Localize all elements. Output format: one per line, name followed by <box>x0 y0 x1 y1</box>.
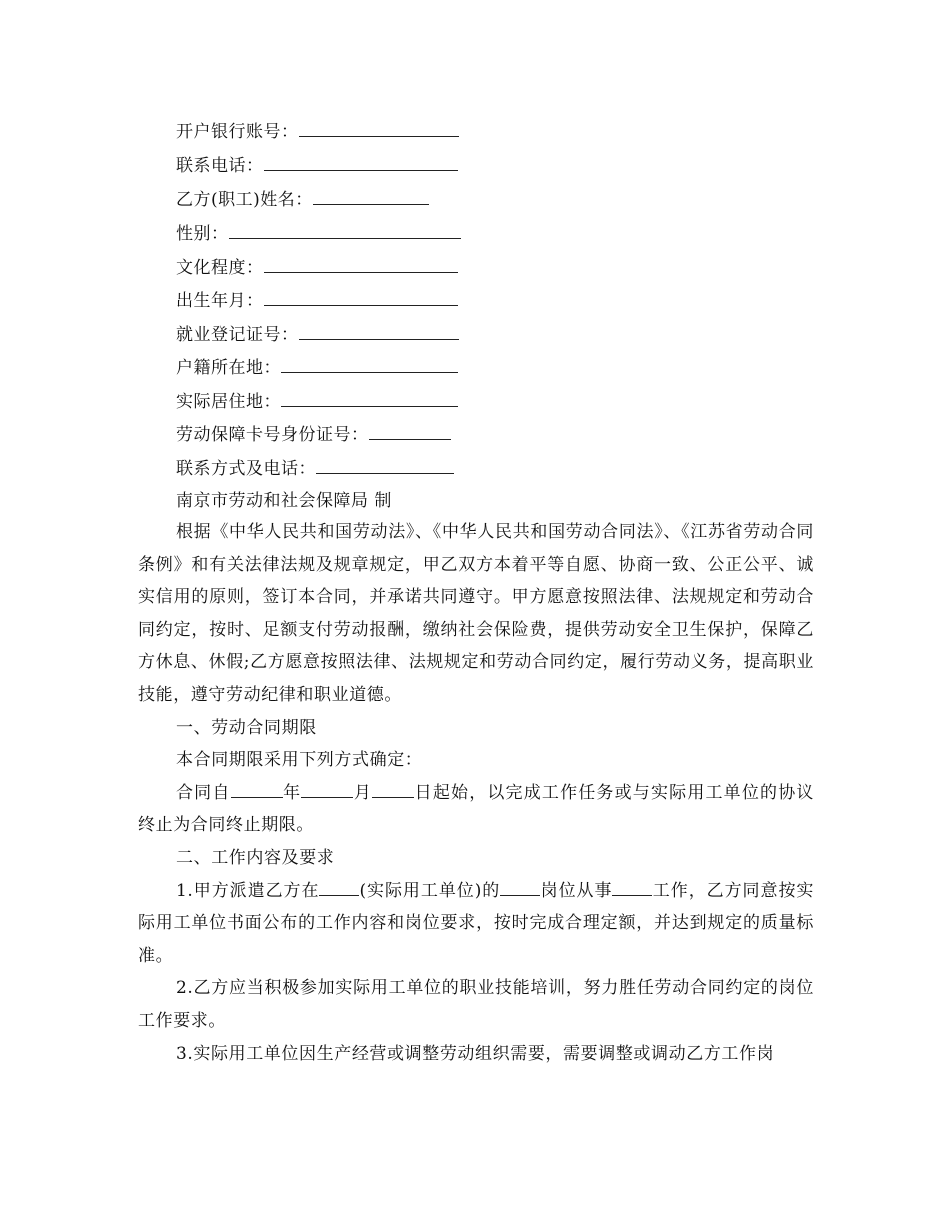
field-household-registration <box>176 356 458 379</box>
blank-month <box>301 783 353 798</box>
field-gender <box>176 222 461 245</box>
field-label: 就业登记证号： <box>176 325 299 345</box>
blank-line <box>299 120 459 137</box>
blank-line <box>281 390 458 407</box>
field-education <box>176 256 458 279</box>
field-label: 出生年月： <box>176 291 264 311</box>
field-label: 性别： <box>176 224 229 244</box>
field-actual-residence <box>176 390 458 413</box>
section2-item1: 1.甲方派遣乙方在 (实际用工单位)的 岗位从事 工作，乙方同意按实际用工单位书面公布的工作内容和岗位要求，按时完成合理定额，并达到规定的质量标准。 <box>138 880 814 966</box>
blank-job <box>612 881 652 896</box>
field-security-card-id <box>176 423 451 446</box>
section2-heading: 二、工作内容及要求 <box>176 847 335 868</box>
blank-line <box>369 423 451 440</box>
contract-body <box>138 516 814 1070</box>
field-contact-phone <box>176 154 458 177</box>
field-employee-name <box>176 188 429 211</box>
field-birth-date <box>176 289 458 312</box>
blank-line <box>264 256 458 273</box>
blank-position <box>500 881 540 896</box>
field-label: 户籍所在地： <box>176 358 281 378</box>
field-label: 文化程度： <box>176 258 264 278</box>
section2-item2: 2.乙方应当积极参加实际用工单位的职业技能培训，努力胜任劳动合同约定的岗位工作要求。 <box>138 978 814 1031</box>
field-label: 开户银行账号： <box>176 122 299 142</box>
blank-line <box>281 356 458 373</box>
field-label: 实际居住地： <box>176 392 281 412</box>
blank-day <box>372 783 414 798</box>
issuer-line <box>176 490 392 512</box>
section2-item3: 3.实际用工单位因生产经营或调整劳动组织需要，需要调整或调动乙方工作岗 <box>176 1043 775 1064</box>
field-bank-account <box>176 120 459 143</box>
blank-line <box>316 457 454 474</box>
blank-line <box>299 323 459 340</box>
section1-intro: 本合同期限采用下列方式确定： <box>176 750 423 771</box>
blank-employer <box>319 881 359 896</box>
preamble-paragraph: 根据《中华人民共和国劳动法》、《中华人民共和国劳动合同法》、《江苏省劳动合同条例》和有关法律法规及规章规定，甲乙双方本着平等自愿、协商一致、公正公平、诚实信用的原则，签订本合同，并承诺共同遵守。甲方愿意按照法律、法规规定和劳动合同约定，按时、足额支付劳动报酬，缴纳社会保险费，提供劳动安全卫生保护，保障乙方休息、休假;乙方愿意按照法律、法规规定和劳动合同约定，履行劳动义务，提高职业技能，遵守劳动纪律和职业道德。 <box>138 522 814 705</box>
field-label: 劳动保障卡号身份证号： <box>176 425 369 445</box>
section1-heading: 一、劳动合同期限 <box>176 717 317 738</box>
field-label: 联系电话： <box>176 156 264 176</box>
blank-line <box>264 289 458 306</box>
field-label: 乙方(职工)姓名： <box>176 190 313 210</box>
field-employment-reg-no <box>176 323 459 346</box>
issuer: 南京市劳动和社会保障局 制 <box>176 491 392 511</box>
field-label: 联系方式及电话： <box>176 459 316 479</box>
section1-term-paragraph: 合同自 年 月 日起始，以完成工作任务或与实际用工单位的协议终止为合同终止期限。 <box>138 782 814 836</box>
blank-line <box>229 222 461 239</box>
field-contact-method <box>176 457 454 480</box>
blank-line <box>313 188 429 205</box>
blank-year <box>231 783 283 798</box>
blank-line <box>264 154 458 171</box>
